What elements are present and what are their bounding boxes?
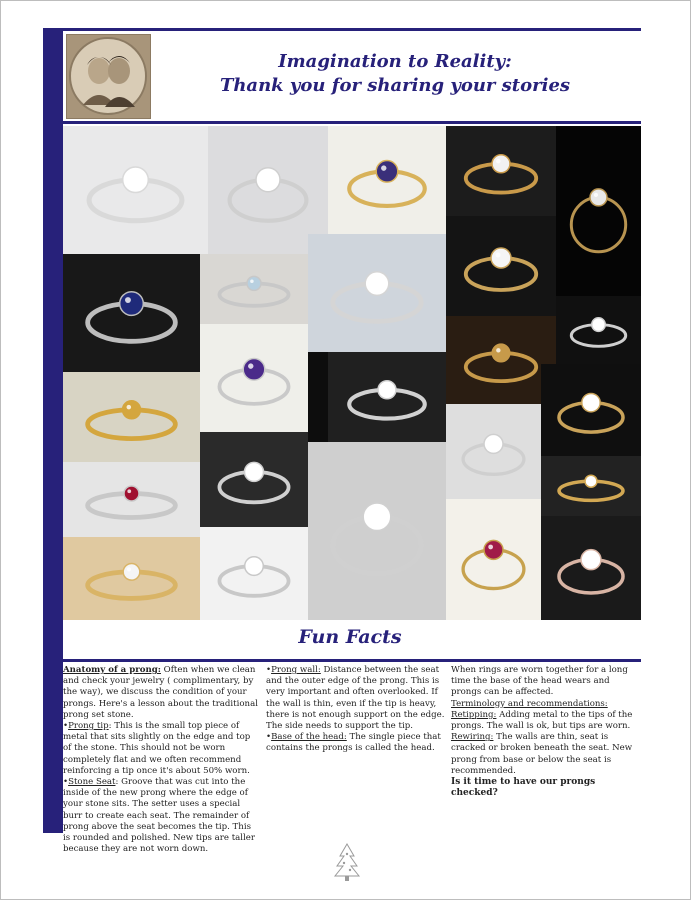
ring-photo	[328, 352, 446, 442]
ring-photo	[541, 364, 641, 456]
ring-photo	[541, 456, 641, 516]
retipping-text: Adding metal to the tips of the prongs. The wall is ok, but tips are worn.	[451, 709, 633, 732]
stone-seat-label: Stone Seat	[68, 777, 116, 788]
photo-tile	[556, 126, 641, 296]
photo-tile	[328, 126, 446, 234]
base-head-label: Base of the head:	[271, 732, 347, 743]
ring-photo	[541, 516, 641, 620]
stone-seat-text: : Groove that was cut into the inside of the new prong where the edge of your stone sits. The setter uses a special burr to create each seat. The remainder of prong above the seat becomes the tip. This is rounded and polished. New tips are taller because they are not worn down.	[63, 777, 255, 855]
photo-tile	[63, 537, 200, 620]
photo-tile	[541, 456, 641, 516]
prong-tip-paragraph: •Prong tip: This is the small top piece of metal that sits slightly on the edge and top of the stone. This should not be worn completely flat and we often recommend reinforcing a tip once it's about 50% worn.	[63, 721, 251, 776]
title-line-2: Thank you for sharing your stories	[219, 75, 571, 96]
fun-facts-title: Fun Facts	[298, 626, 402, 648]
ring-photo	[446, 216, 556, 316]
ring-photo	[446, 404, 541, 499]
photo-tile	[200, 527, 308, 620]
ring-photo	[200, 432, 308, 527]
photo-tile	[541, 516, 641, 620]
photo-tile	[328, 352, 446, 442]
ring-photo	[63, 126, 208, 254]
anatomy-paragraph	[63, 665, 258, 721]
fun-facts-column-3	[451, 665, 633, 799]
fun-facts-rule	[63, 659, 641, 662]
photo-tile	[63, 462, 200, 537]
prong-wall-paragraph: •Prong wall: Distance between the seat and the outer edge of the prong. This is very important and often overlooked. If the wall is thin, even if the tip is heavy, there is not enough support on the edge. The side needs to support the tip.	[266, 665, 445, 732]
ring-photo	[200, 254, 308, 324]
photo-tile	[200, 324, 308, 432]
photo-tile	[446, 316, 556, 404]
ring-photo	[63, 372, 200, 462]
page-title	[160, 50, 630, 98]
ring-photo	[308, 234, 446, 352]
ring-photo	[556, 296, 641, 364]
fun-facts-column-1	[63, 665, 258, 855]
ring-photo	[63, 462, 200, 537]
ring-photo	[446, 126, 556, 216]
closing-question: Is it time to have our prongs checked?	[451, 777, 596, 799]
retipping-label: Retipping:	[451, 709, 497, 720]
left-accent-bar	[43, 28, 63, 833]
top-rule	[63, 28, 641, 31]
ring-photo	[200, 324, 308, 432]
ring-photo	[200, 527, 308, 620]
prong-tip-label: Prong tip	[68, 721, 109, 732]
prong-wall-text: Distance between the seat and the outer edge of the prong. This is very important and often overlooked. If the wall is thin, even if the tip is heavy, there is not enough support on the edge. The side needs to support the tip.	[266, 665, 445, 732]
photo-tile	[556, 296, 641, 364]
rewiring-text: The walls are thin, seat is cracked or broken beneath the seat. New prong from base or below the seat is recommended.	[451, 732, 633, 776]
jewelry-photo-collage	[63, 126, 641, 620]
photo-tile	[446, 404, 541, 499]
ring-photo	[446, 316, 556, 404]
fun-facts-column-2	[266, 665, 452, 755]
worn-together-paragraph: When rings are worn together for a long time the base of the head wears and prongs can be affected.	[451, 665, 628, 698]
ring-photo	[63, 537, 200, 620]
retipping-paragraph	[451, 710, 633, 732]
ring-photo	[63, 254, 200, 372]
stone-seat-paragraph: •Stone Seat: Groove that was cut into the inside of the new prong where the edge of your stone sits. The setter uses a special burr to create each seat. The remainder of prong above the seat becomes the tip. This is rounded and polished. New tips are taller because they are not worn down.	[63, 777, 255, 855]
photo-tile	[63, 254, 200, 372]
photo-tile	[541, 364, 641, 456]
anatomy-text: Often when we clean and check your jewelry ( complimentary, by the way), we discuss the condition of your prongs. Here's a lesson about the traditional prong set stone.	[63, 665, 258, 720]
terminology-heading: Terminology and recommendations:	[451, 698, 608, 709]
ring-photo	[446, 499, 541, 620]
photo-tile	[200, 254, 308, 324]
tree-ornament-icon	[332, 842, 362, 882]
prong-wall-label: Prong wall:	[271, 665, 321, 675]
title-line-1: Imagination to Reality:	[278, 51, 512, 72]
photo-tile	[308, 442, 446, 620]
rewiring-label: Rewiring:	[451, 732, 494, 743]
base-head-text: The single piece that contains the prongs is called the head.	[266, 732, 441, 754]
rewiring-paragraph	[451, 732, 633, 777]
photo-tile	[63, 126, 208, 254]
photo-tile	[308, 234, 446, 352]
vintage-couple-photo	[66, 34, 151, 119]
prong-tip-text: : This is the small top piece of metal that sits slightly on the edge and top of the stone. This should not be worn completely flat and we often recommend reinforcing a tip once it's about 50% worn.	[63, 721, 251, 776]
photo-tile	[446, 216, 556, 316]
photo-tile	[446, 126, 556, 216]
photo-tile	[446, 499, 541, 620]
base-head-paragraph: •Base of the head: The single piece that contains the prongs is called the head.	[266, 732, 441, 754]
ring-photo	[308, 442, 446, 620]
ring-photo	[328, 126, 446, 234]
photo-tile	[63, 372, 200, 462]
anatomy-heading: Anatomy of a prong:	[63, 665, 161, 675]
ring-photo	[556, 126, 641, 296]
header-rule	[63, 121, 641, 124]
photo-tile	[200, 432, 308, 527]
